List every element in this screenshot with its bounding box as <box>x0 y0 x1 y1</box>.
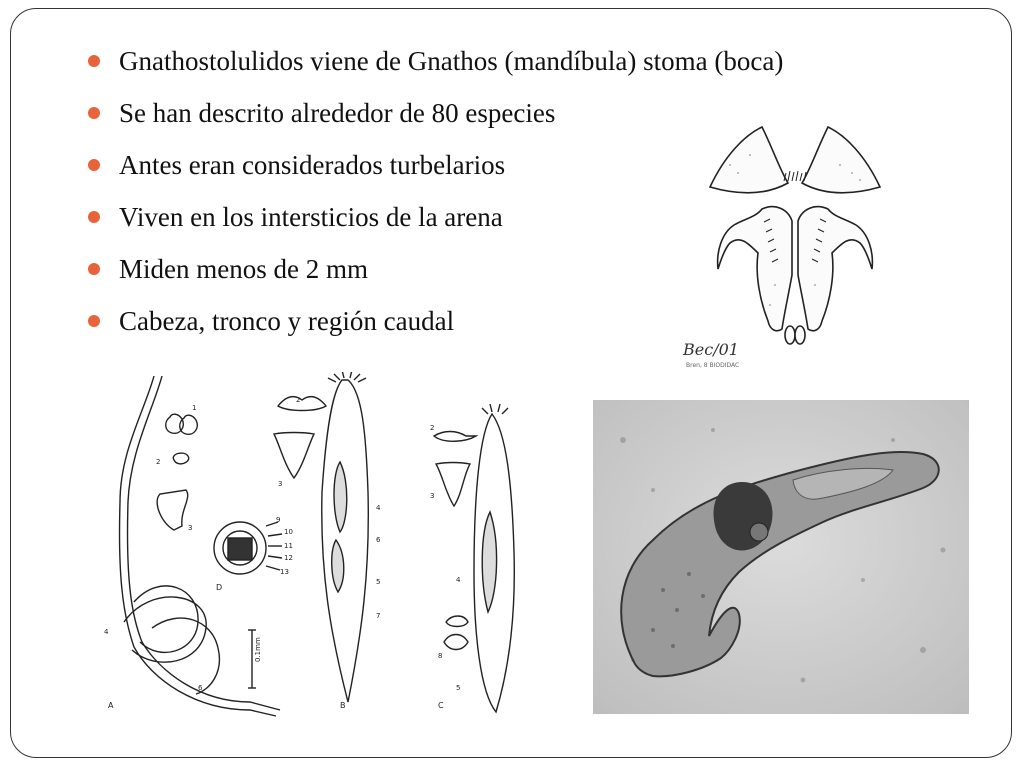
illustrator-signature: Bec/01 <box>683 340 739 359</box>
part-number: 4 <box>376 504 381 512</box>
bullet-text: Viven en los intersticios de la arena <box>119 202 503 232</box>
part-number: 5 <box>456 684 461 692</box>
part-number: 6 <box>376 536 381 544</box>
bullet-text: Miden menos de 2 mm <box>119 254 368 284</box>
panel-label-d: D <box>216 583 223 592</box>
part-number: 6 <box>198 684 203 692</box>
scale-label: 0.1mm <box>254 637 262 662</box>
bullet-text: Se han descrito alrededor de 80 especies <box>119 98 556 128</box>
part-number: 9 <box>276 516 281 524</box>
bullet-text: Gnathostolulidos viene de Gnathos (mandíbula) stoma (boca) <box>119 46 784 76</box>
microscope-photo <box>593 400 969 714</box>
part-number: 8 <box>438 652 443 660</box>
bullet-item <box>88 42 783 94</box>
illustration-credit: Bren, 8 BIODIDAC <box>686 362 740 369</box>
part-number: 2 <box>156 458 161 466</box>
bullet-dot-icon <box>88 315 100 327</box>
panel-label-c: C <box>438 701 444 710</box>
part-number: 13 <box>280 568 289 576</box>
part-number: 3 <box>278 480 283 488</box>
part-number: 2 <box>296 396 301 404</box>
bullet-dot-icon <box>88 211 100 223</box>
part-number: 11 <box>284 542 293 550</box>
jaw-apparatus-illustration <box>700 125 890 347</box>
part-number: 2 <box>430 424 435 432</box>
part-number: 3 <box>430 492 435 500</box>
part-number: 12 <box>284 554 293 562</box>
bullet-item <box>88 94 783 146</box>
bullet-dot-icon <box>88 159 100 171</box>
bullet-dot-icon <box>88 107 100 119</box>
bullet-dot-icon <box>88 55 100 67</box>
part-number: 3 <box>188 524 193 532</box>
bullet-item <box>88 250 783 302</box>
bullet-text: Antes eran considerados turbelarios <box>119 150 506 180</box>
bullet-item <box>88 146 783 198</box>
part-number: 4 <box>456 576 461 584</box>
part-number: 4 <box>104 628 109 636</box>
panel-label-b: B <box>340 701 346 710</box>
bullet-text: Cabeza, tronco y región caudal <box>119 306 455 336</box>
bullet-item <box>88 198 783 250</box>
part-number: 10 <box>284 528 293 536</box>
bullet-dot-icon <box>88 263 100 275</box>
part-number: 1 <box>192 404 197 412</box>
bullet-list <box>88 42 783 354</box>
gnathostomulid-line-drawings <box>100 372 530 722</box>
part-number: 7 <box>376 612 381 620</box>
bullet-item <box>88 302 783 354</box>
panel-label-a: A <box>108 701 114 710</box>
part-number: 5 <box>376 578 381 586</box>
